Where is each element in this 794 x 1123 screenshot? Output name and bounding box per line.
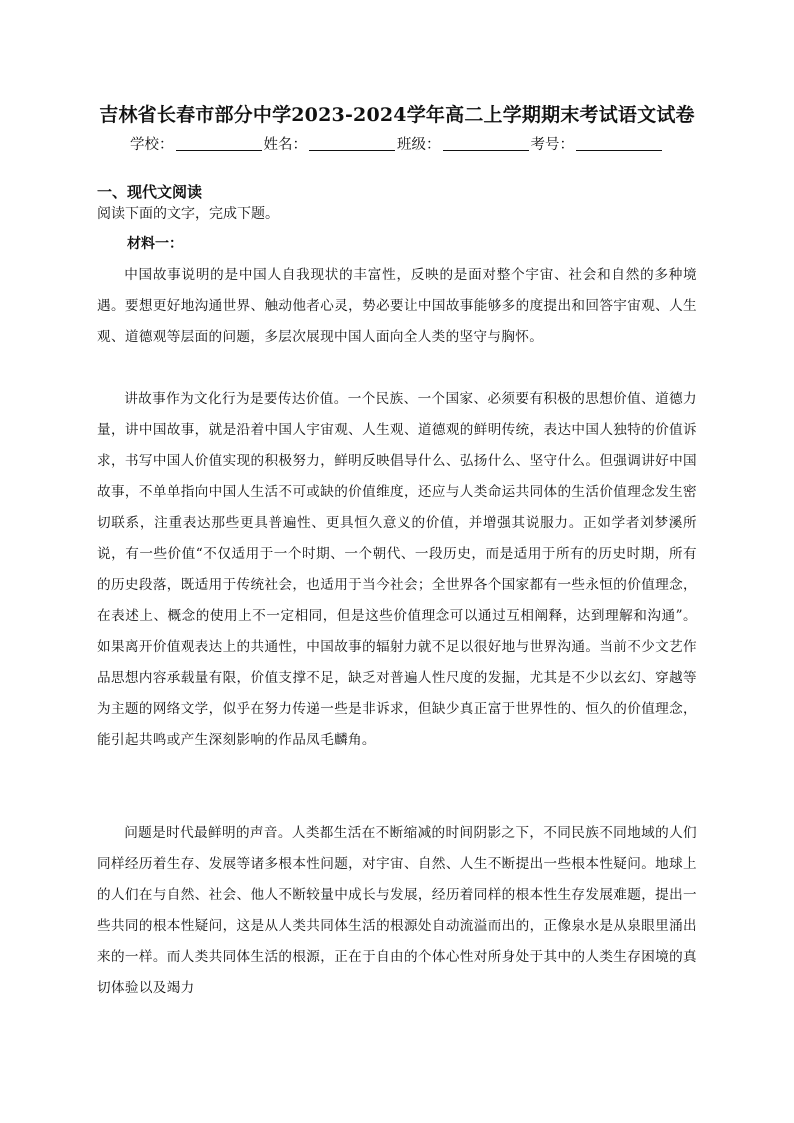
name-label: 姓名： [263, 137, 307, 153]
class-label: 班级： [397, 137, 441, 153]
school-label: 学校： [130, 137, 174, 153]
body-paragraph: 中国故事说明的是中国人自我现状的丰富性，反映的是面对整个宇宙、社会和自然的多种境遇。要想更好地沟通世界、触动他者心灵，势必要让中国故事能够多的度提出和回答宇宙观、人生观、道德观等层面的问题，多层次展现中国人面向全人类的坚守与胸怀。 [97, 267, 697, 345]
class-blank [443, 136, 529, 151]
exam-number-label: 考号： [530, 137, 574, 153]
body-paragraph: 讲故事作为文化行为是要传达价值。一个民族、一个国家、必须要有积极的思想价值、道德力量，讲中国故事，就是沿着中国人宇宙观、人生观、道德观的鲜明传统，表达中国人独特的价值诉求，书写中国人价值实现的积极努力，鲜明反映倡导什么、弘扬什么、坚守什么。但强调讲好中国故事，不单单指向中国人生活不可或缺的价值维度，还应与人类命运共同体的生活价值理念发生密切联系，注重表达那些更具普遍性、更具恒久意义的价值，并增强其说服力。正如学者刘梦溪所说，有一些价值“不仅适用于一个时期、一个朝代、一段历史，而是适用于所有的历史时期，所有的历史段落，既适用于传统社会，也适用于当今社会；全世界各个国家都有一些永恒的价值理念，在表述上、概念的使用上不一定相同，但是这些价值理念可以通过互相阐释，达到理解和沟通”。如果离开价值观表达上的共通性，中国故事的辐射力就不足以很好地与世界沟通。当前不少文艺作品思想内容承载量有限，价值支撑不足，缺乏对普遍人性尺度的发掘，尤其是不少以玄幻、穿越等为主题的网络文学，似乎在努力传递一些是非诉求，但缺少真正富于世界性的、恒久的价值理念，能引起共鸣或产生深刻影响的作品凤毛麟角。 [97, 391, 697, 748]
section-heading: 一、现代文阅读 [97, 183, 203, 201]
exam-title: 吉林省长春市部分中学2023-2024学年高二上学期期末考试语文试卷 [99, 104, 695, 126]
student-info-line [60, 134, 734, 156]
body-paragraph: 问题是时代最鲜明的声音。人类都生活在不断缩减的时间阴影之下，不同民族不同地域的人们同样经历着生存、发展等诸多根本性问题，对宇宙、自然、人生不断提出一些根本性疑问。地球上的人们在与自然、社会、他人不断较量中成长与发展，经历着同样的根本性生存发展难题，提出一些共同的根本性疑问，这是从人类共同体生活的根源处自动流溢而出的，正像泉水是从泉眼里涌出来的一样。而人类共同体生活的根源，正在于自由的个体心性对所身处于其中的人类生存困境的真切体验以及竭力 [97, 825, 697, 996]
name-blank [309, 136, 395, 151]
material-label: 材料一： [127, 236, 183, 252]
reading-instruction: 阅读下面的文字，完成下题。 [97, 206, 279, 222]
exam-number-blank [576, 136, 662, 151]
school-blank [176, 136, 262, 151]
